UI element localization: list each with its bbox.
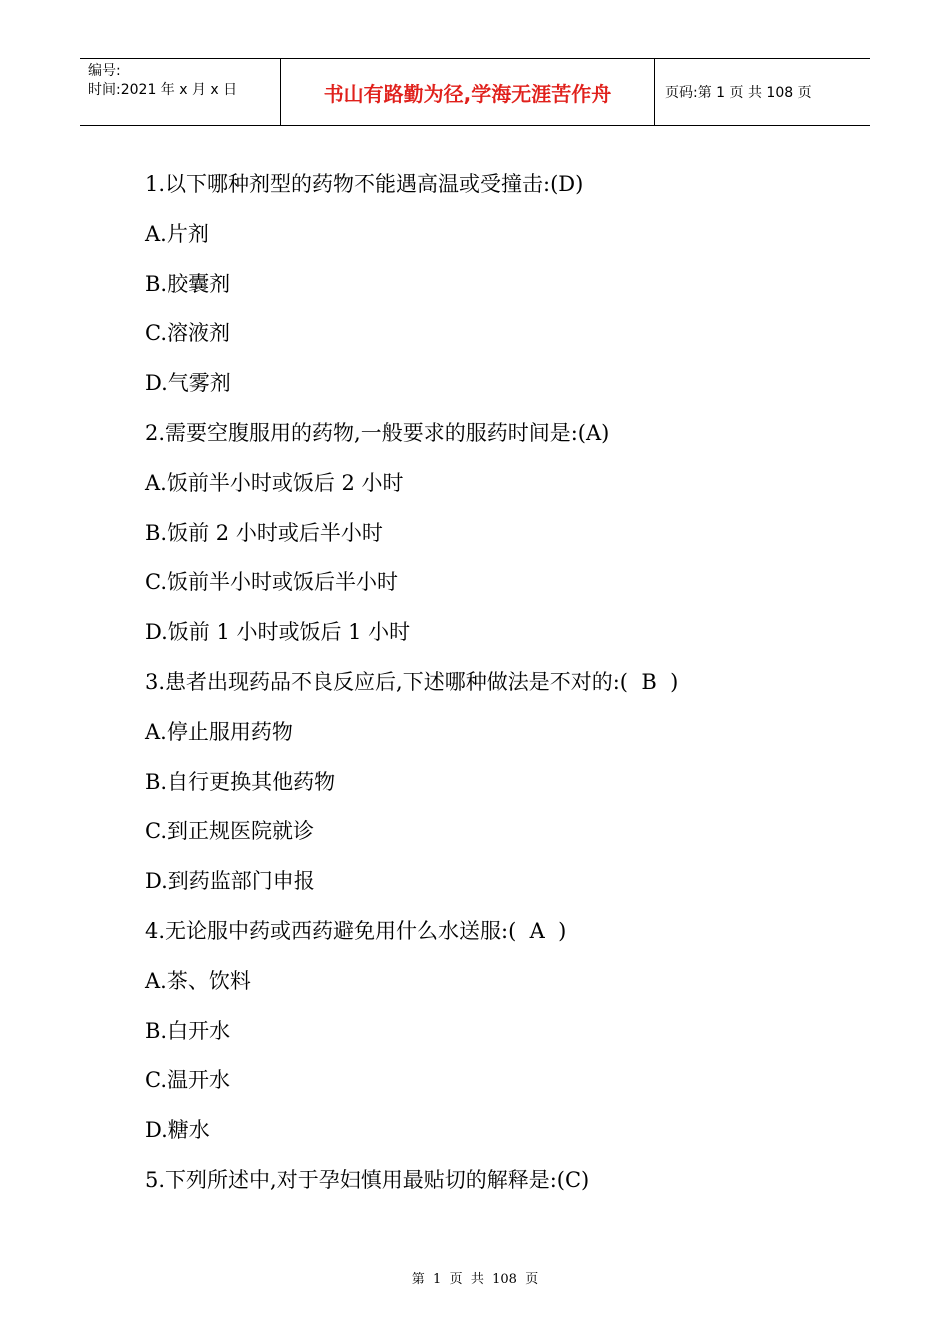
option-1c: C.溶液剂	[145, 321, 230, 346]
option-2d: D.饭前 1 小时或饭后 1 小时	[145, 620, 411, 645]
header-meta	[80, 59, 281, 125]
option-1d: D.气雾剂	[145, 371, 231, 396]
option-3c: C.到正规医院就诊	[145, 819, 314, 844]
option-4b: B.白开水	[145, 1018, 231, 1043]
question-list	[145, 160, 845, 1206]
serial-label: 编号:	[88, 63, 121, 79]
question-1: 1.以下哪种剂型的药物不能遇高温或受撞击:(D)	[145, 172, 584, 196]
option-4a: A.茶、饮料	[145, 968, 251, 993]
header-page-info: 页码:第 1 页 共 108 页	[665, 85, 812, 101]
option-2a: A.饭前半小时或饭后 2 小时	[145, 470, 404, 495]
page-footer: 第 1 页 共 108 页	[411, 1272, 539, 1287]
option-2c: C.饭前半小时或饭后半小时	[145, 570, 398, 595]
option-2b: B.饭前 2 小时或后半小时	[145, 520, 383, 545]
question-5: 5.下列所述中,对于孕妇慎用最贴切的解释是:(C)	[145, 1167, 590, 1192]
question-3: 3.患者出现药品不良反应后,下述哪种做法是不对的:( B )	[145, 669, 679, 694]
option-4d: D.糖水	[145, 1118, 210, 1143]
time-label: 时间:2021 年 x 月 x 日	[88, 82, 238, 98]
option-4c: C.温开水	[145, 1068, 230, 1093]
question-4: 4.无论服中药或西药避免用什么水送服:( A )	[145, 918, 567, 943]
page-header	[80, 58, 870, 126]
option-1a: A.片剂	[145, 221, 209, 246]
option-3b: B.自行更换其他药物	[145, 769, 336, 794]
option-3a: A.停止服用药物	[145, 719, 293, 744]
question-2: 2.需要空腹服用的药物,一般要求的服药时间是:(A)	[145, 420, 610, 445]
option-3d: D.到药监部门申报	[145, 869, 315, 894]
header-motto: 书山有路勤为径,学海无涯苦作舟	[281, 59, 655, 125]
option-1b: B.胶囊剂	[145, 271, 231, 296]
